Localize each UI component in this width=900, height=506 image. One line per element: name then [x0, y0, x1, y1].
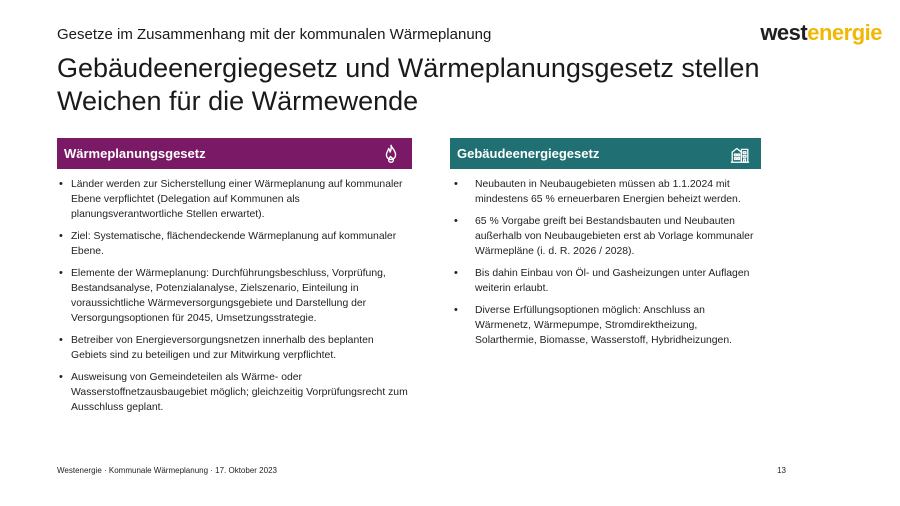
gebaeudeenergiegesetz-header [450, 138, 761, 169]
waermeplanungsgesetz-list [57, 177, 412, 415]
waermeplanungsgesetz-panel [57, 138, 412, 422]
gebaeudeenergiegesetz-panel [450, 138, 761, 355]
list-item: • Elemente der Wärmeplanung: Durchführungsbeschluss, Vorprüfung, Bestandsanalyse, Potenzialanalyse, Zielszenario, Einteilung in voraussichtliche Wärmeversorgungsgebiete und Darstellung der Versorgungsoptionen für 2045, Umsetzungsstrategie. [57, 266, 412, 326]
buildings-icon [729, 143, 751, 165]
waermeplanungsgesetz-header-label: Wärmeplanungsgesetz [64, 146, 206, 161]
logo-part-energie: energie [807, 20, 882, 45]
waermeplanungsgesetz-header [57, 138, 412, 169]
westenergie-logo [760, 20, 882, 46]
gebaeudeenergiegesetz-header-label: Gebäudeenergiegesetz [457, 146, 600, 161]
slide-subtitle: Gesetze im Zusammenhang mit der kommunalen Wärmeplanung [57, 26, 492, 43]
list-item: • Betreiber von Energieversorgungsnetzen innerhalb des beplanten Gebiets sind zu beteiligen und zur Mitwirkung verpflichtet. [57, 333, 412, 363]
slide-footer: Westenergie · Kommunale Wärmeplanung · 17. Oktober 2023 [57, 466, 277, 475]
list-item: • Bis dahin Einbau von Öl- und Gasheizungen unter Auflagen weiterin erlaubt. [450, 266, 761, 296]
list-item: • 65 % Vorgabe greift bei Bestandsbauten und Neubauten außerhalb von Neubaugebieten erst ab Vorlage kommunaler Wärmepläne (i. d. R. 2026 / 2028). [450, 214, 761, 259]
list-item: • Länder werden zur Sicherstellung einer Wärmeplanung auf kommunaler Ebene verpflichtet (Delegation auf Kommunen als planungsverantwortliche Stellen erwartet). [57, 177, 412, 222]
list-item: • Ziel: Systematische, flächendeckende Wärmeplanung auf kommunaler Ebene. [57, 229, 412, 259]
logo-part-west: west [760, 20, 808, 45]
slide-title: Gebäudeenergiegesetz und Wärmeplanungsgesetz stellen Weichen für die Wärmewende [57, 53, 760, 116]
list-item: • Ausweisung von Gemeindeteilen als Wärme- oder Wasserstoffnetzausbaugebiet möglich; gleichzeitig Vorprüfungsrecht zum Ausschluss geplant. [57, 370, 412, 415]
list-item: • Neubauten in Neubaugebieten müssen ab 1.1.2024 mit mindestens 65 % erneuerbaren Energien beheizt werden. [450, 177, 761, 207]
flame-icon [380, 143, 402, 165]
gebaeudeenergiegesetz-list [450, 177, 761, 348]
page-number: 13 [777, 466, 786, 475]
list-item: • Diverse Erfüllungsoptionen möglich: Anschluss an Wärmenetz, Wärmepumpe, Stromdirektheizung, Solarthermie, Biomasse, Wasserstoff, Hybridheizungen. [450, 303, 761, 348]
